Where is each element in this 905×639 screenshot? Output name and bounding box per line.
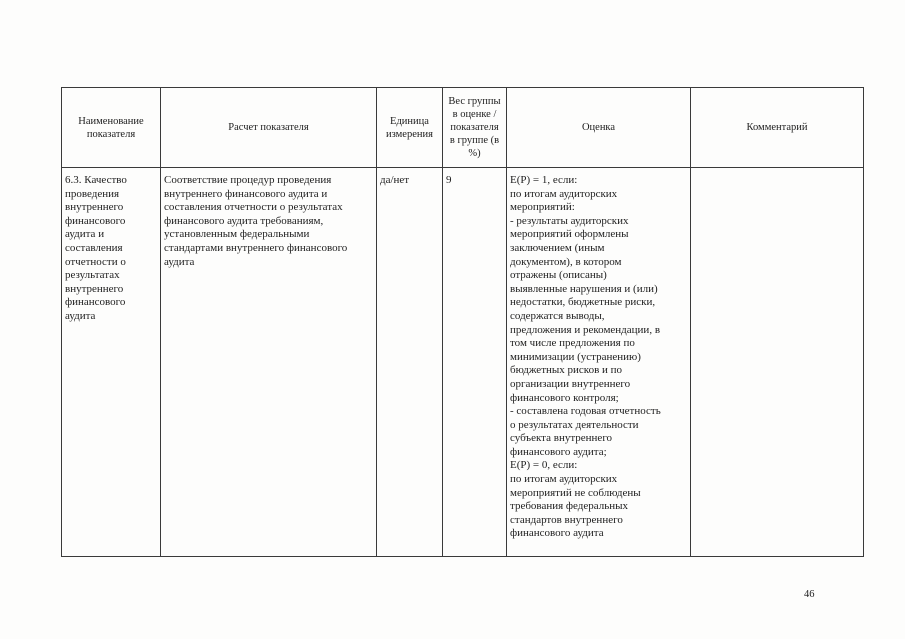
text-line: финансового контроля;	[510, 391, 619, 404]
text-line: показателя	[450, 122, 499, 133]
text-line: том числе предложения по	[510, 337, 635, 350]
text-line: Вес группы	[448, 96, 501, 107]
text-line: Единица	[390, 115, 429, 127]
text-line: мероприятий оформлены	[510, 228, 629, 241]
text-line: минимизации (устранению)	[510, 350, 641, 363]
text-line: да/нет	[380, 174, 410, 186]
text-line: установленным федеральными	[164, 228, 310, 241]
cell-assessment	[507, 168, 691, 557]
header-assessment	[507, 88, 691, 168]
text-line: - результаты аудиторских	[510, 214, 629, 227]
text-line: заключением (иным	[510, 241, 605, 254]
cell-calculation	[161, 168, 377, 557]
text-line: финансового	[65, 296, 126, 309]
page-number: 46	[804, 589, 815, 600]
text-line: организации внутреннего	[510, 377, 631, 390]
text-line: требования федеральных	[510, 500, 629, 513]
text-line: аудита	[65, 309, 96, 322]
text-line: E(P) = 1, если:	[510, 174, 578, 186]
text-line: отражены (описаны)	[510, 269, 607, 282]
text-line: составления отчетности о результатах	[164, 201, 343, 214]
text-line: показателя	[86, 128, 136, 140]
cell-unit	[377, 168, 443, 557]
cell-indicator-name	[62, 168, 161, 557]
text-line: недостатки, бюджетные риски,	[510, 296, 656, 309]
header-row	[62, 88, 864, 168]
text-line: содержатся выводы,	[510, 309, 605, 322]
text-line: предложения и рекомендации, в	[510, 323, 661, 336]
text-line: Наименование	[78, 115, 144, 127]
text-line: мероприятий не соблюдены	[510, 486, 641, 499]
text-line: о результатах деятельности	[510, 418, 639, 431]
header-comment	[691, 88, 864, 168]
text-line: внутреннего	[65, 201, 124, 214]
indicator-table	[61, 87, 864, 557]
text-line: мероприятий:	[510, 201, 575, 214]
text-line: выявленные нарушения и (или)	[510, 282, 658, 295]
text-line: аудита	[164, 255, 195, 268]
text-line: финансового	[65, 214, 126, 227]
text-line: по итогам аудиторских	[510, 187, 618, 200]
text-line: финансового аудита требованиям,	[164, 214, 324, 227]
header-indicator-name	[62, 88, 161, 168]
text-line: отчетности о	[65, 255, 126, 268]
cell-comment	[691, 168, 864, 557]
text-line: Расчет показателя	[228, 122, 309, 133]
header-calculation	[161, 88, 377, 168]
text-line: результатах	[65, 269, 120, 282]
text-line: 9	[446, 174, 452, 186]
text-line: внутреннего финансового аудита и	[164, 187, 328, 200]
text-line: %)	[468, 148, 481, 159]
text-line: субъекта внутреннего	[510, 432, 613, 445]
text-line: внутреннего	[65, 282, 124, 295]
text-line: финансового аудита;	[510, 445, 607, 458]
text-line: бюджетных рисков и по	[510, 364, 623, 377]
text-line: стандартами внутреннего финансового	[164, 241, 348, 254]
text-line: аудита и	[65, 228, 105, 241]
text-line: Соответствие процедур проведения	[164, 174, 332, 186]
text-line: 6.3. Качество	[65, 174, 127, 186]
text-line: проведения	[65, 187, 120, 200]
header-weight	[443, 88, 507, 168]
text-line: Оценка	[581, 122, 616, 133]
table-row	[62, 168, 864, 557]
text-line: по итогам аудиторских	[510, 473, 618, 486]
text-line: стандартов внутреннего	[510, 513, 623, 526]
header-unit	[377, 88, 443, 168]
text-line: финансового аудита	[510, 527, 604, 540]
cell-weight	[443, 168, 507, 557]
text-line: E(P) = 0, если:	[510, 459, 578, 472]
text-line: измерения	[386, 128, 433, 140]
text-line: - составлена годовая отчетность	[510, 405, 661, 418]
text-line: документом), в котором	[510, 255, 622, 268]
text-line: Комментарий	[746, 122, 808, 133]
text-line: в группе (в	[449, 135, 500, 146]
text-line: составления	[65, 241, 123, 254]
text-line: в оценке /	[452, 109, 497, 120]
